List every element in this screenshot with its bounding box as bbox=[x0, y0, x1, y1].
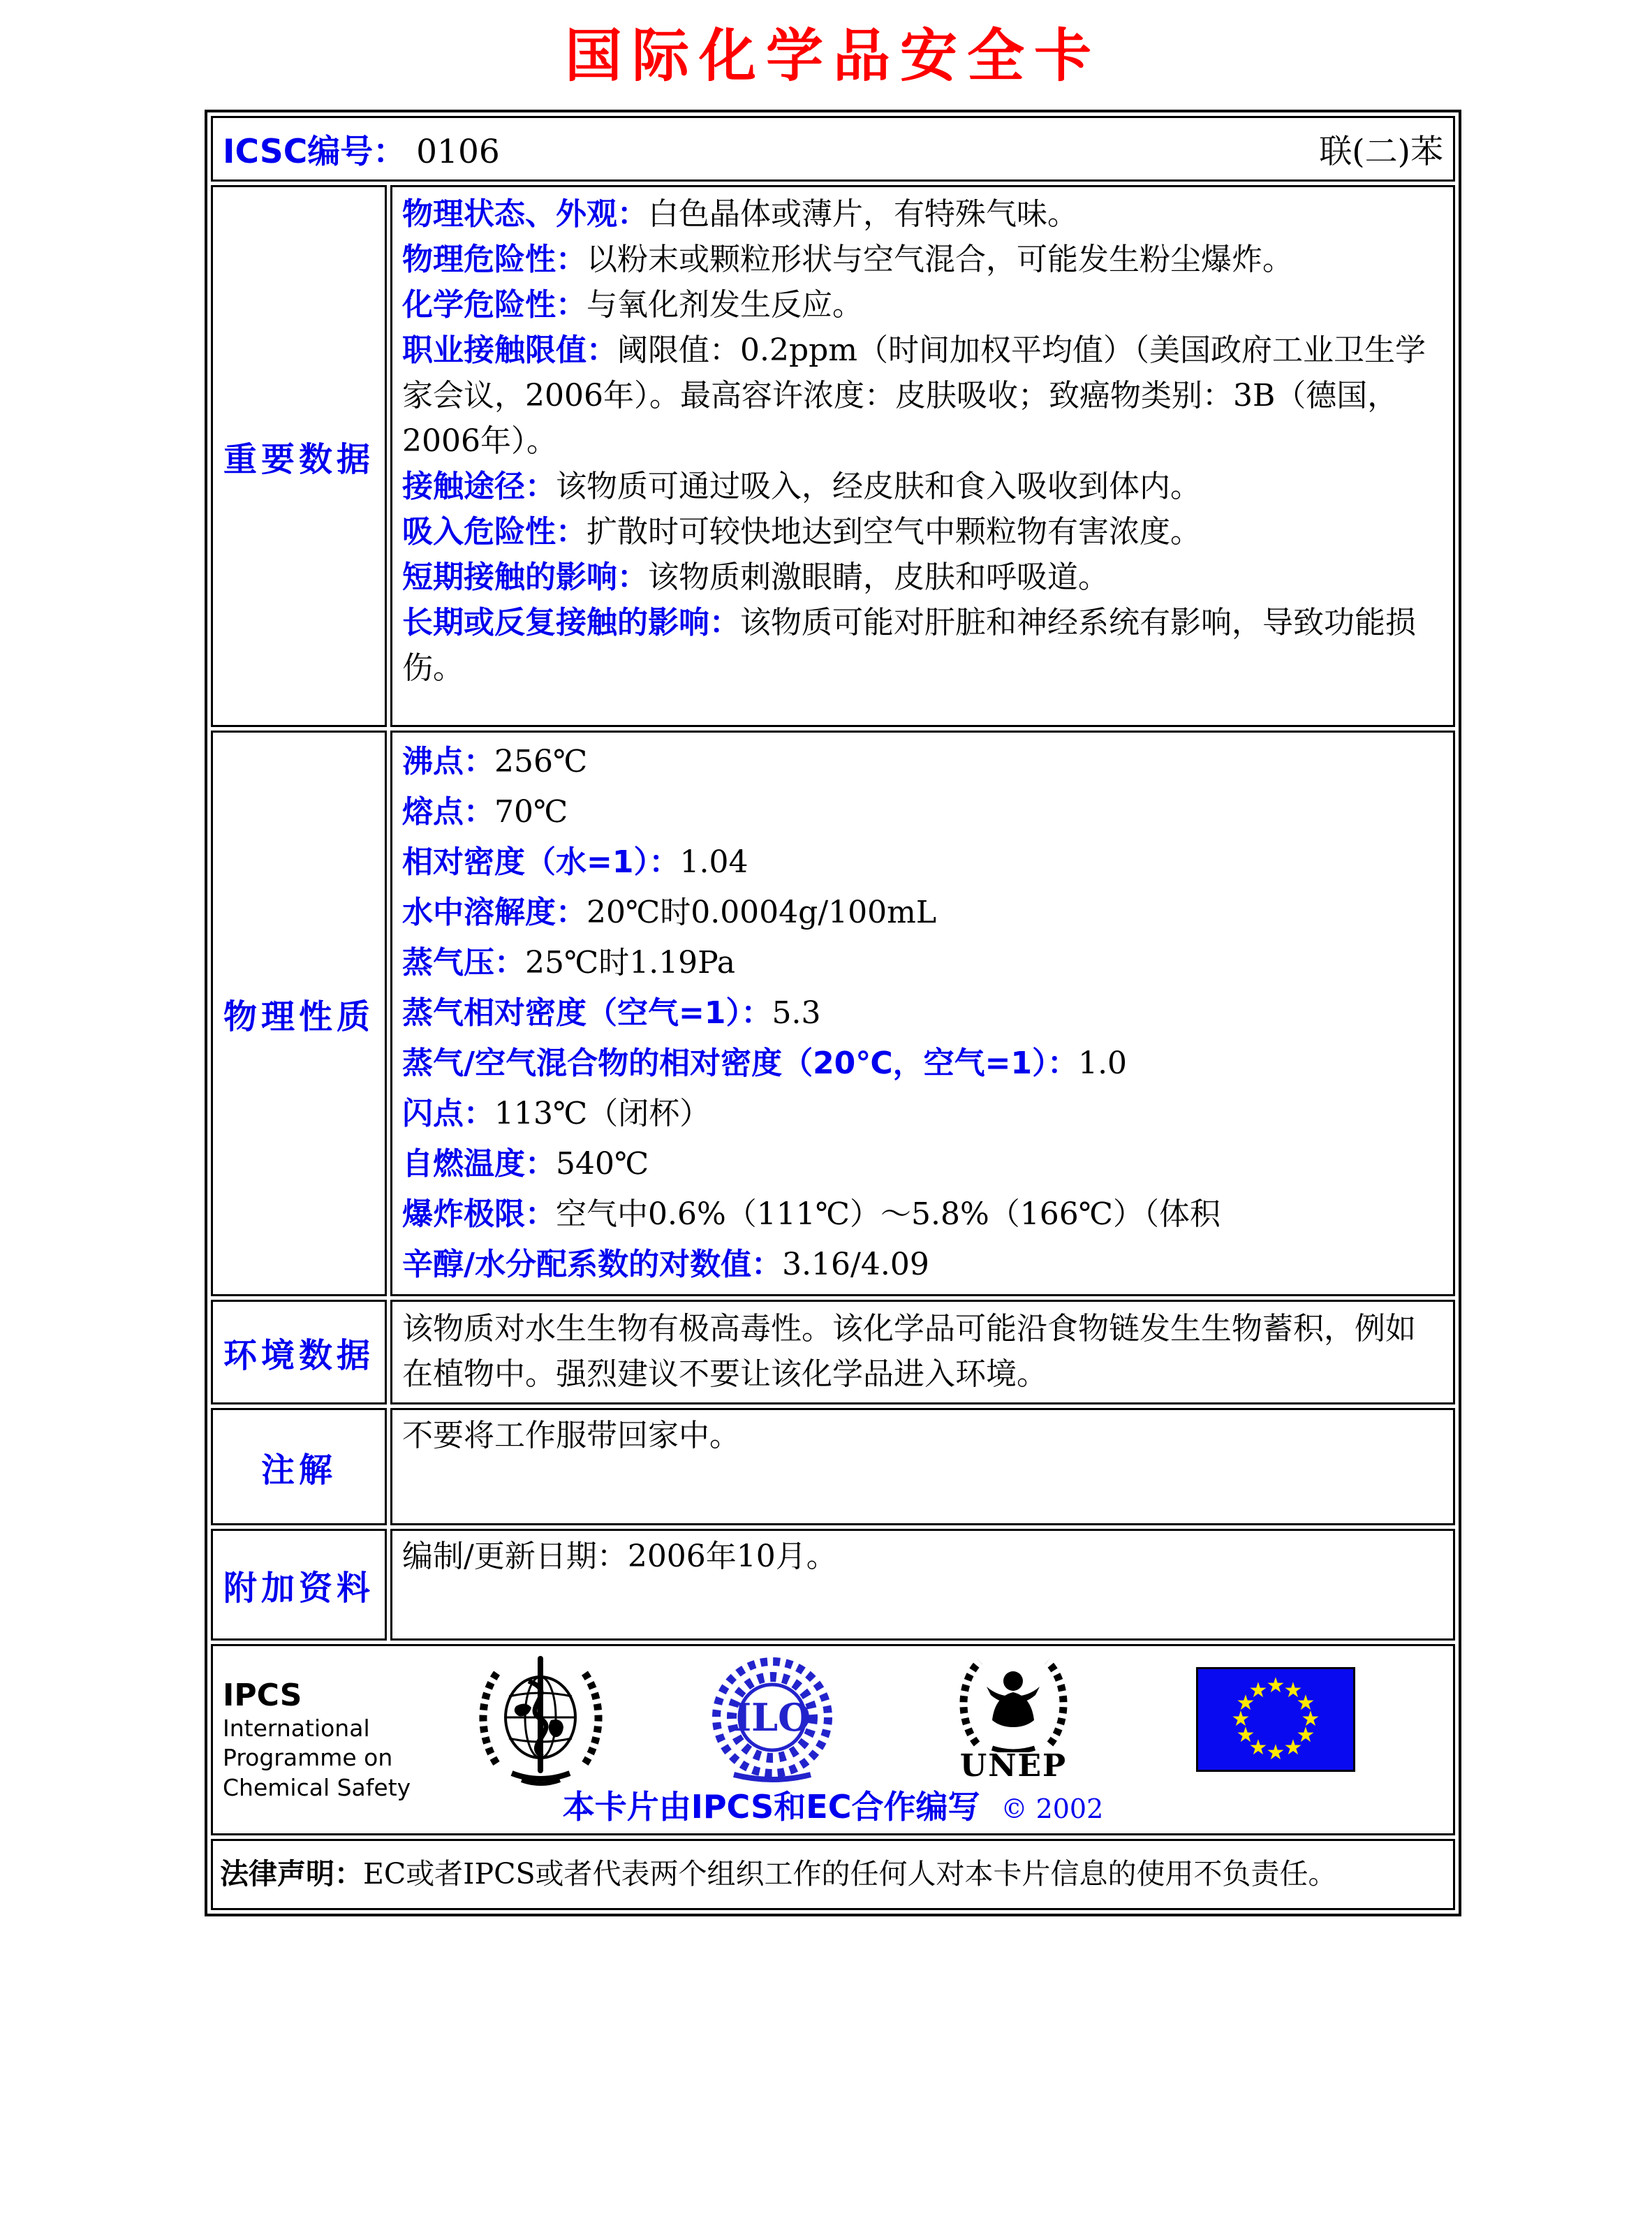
property-item: 相对密度（水=1）：1.04 bbox=[402, 844, 748, 880]
property-item: 沸点：256℃ bbox=[402, 744, 588, 779]
section-label-physical-properties: 物理性质 bbox=[211, 731, 387, 1296]
eu-star-icon: ★ bbox=[1301, 1707, 1320, 1731]
eu-star-icon: ★ bbox=[1231, 1707, 1251, 1731]
property-item: 水中溶解度：20℃时0.0004g/100mL bbox=[402, 895, 937, 930]
legal-cell bbox=[211, 1839, 1455, 1910]
section-row-environmental-data bbox=[211, 1300, 1455, 1404]
eu-flag-icon bbox=[1196, 1667, 1355, 1772]
section-row-physical-properties bbox=[211, 731, 1455, 1296]
data-item: 物理状态、外观：白色晶体或薄片，有特殊气味。 bbox=[402, 196, 1078, 232]
logos-row bbox=[211, 1644, 1455, 1835]
notes-text: 不要将工作服带回家中。 bbox=[402, 1418, 740, 1453]
legal-statement bbox=[220, 1856, 1446, 1893]
data-item: 化学危险性：与氧化剂发生反应。 bbox=[402, 287, 863, 323]
property-item: 闪点：113℃（闭杯） bbox=[402, 1096, 711, 1131]
section-label-environmental-data: 环境数据 bbox=[211, 1300, 387, 1404]
data-item: 接触途径：该物质可通过吸入，经皮肤和食入吸收到体内。 bbox=[402, 469, 1201, 504]
eu-star-icon: ★ bbox=[1236, 1723, 1255, 1747]
eu-star-icon: ★ bbox=[1283, 1678, 1303, 1703]
ipcs-subtitle-line: International bbox=[223, 1714, 370, 1742]
property-item: 熔点：70℃ bbox=[402, 794, 568, 830]
section-label-important-data: 重要数据 bbox=[211, 185, 387, 727]
ipcs-acronym: IPCS bbox=[223, 1678, 302, 1713]
icsc-card-table bbox=[205, 110, 1461, 1916]
section-content-important-data bbox=[390, 185, 1455, 727]
data-item: 短期接触的影响：该物质刺激眼睛，皮肤和呼吸道。 bbox=[402, 559, 1109, 595]
property-item: 辛醇/水分配系数的对数值：3.16/4.09 bbox=[402, 1247, 929, 1282]
section-label-notes: 注解 bbox=[211, 1408, 387, 1525]
section-label-additional-information: 附加资料 bbox=[211, 1529, 387, 1641]
ipcs-subtitle-line: Programme on bbox=[223, 1744, 393, 1772]
credit-text: 本卡片由IPCS和EC合作编写 bbox=[562, 1788, 980, 1826]
header-cell bbox=[211, 116, 1455, 182]
section-row-notes bbox=[211, 1408, 1455, 1525]
legal-statement-label: 法律声明： bbox=[220, 1857, 363, 1891]
property-item: 爆炸极限：空气中0.6%（111℃）～5.8%（166℃）（体积 bbox=[402, 1196, 1220, 1232]
eu-star-icon: ★ bbox=[1296, 1723, 1315, 1747]
data-item: 长期或反复接触的影响：该物质可能对肝脏和神经系统有影响，导致功能损伤。 bbox=[402, 605, 1416, 686]
copyright-text: © 2002 bbox=[1001, 1793, 1104, 1824]
credit-line bbox=[213, 1782, 1453, 1828]
icsc-number-value: 0106 bbox=[416, 132, 500, 171]
section-row-important-data bbox=[211, 185, 1455, 727]
environment-text: 该物质对水生生物有极高毒性。该化学品可能沿食物链发生生物蓄积，例如在植物中。强烈建议不要让该化学品进入环境。 bbox=[402, 1311, 1416, 1392]
ilo-emblem-icon bbox=[706, 1656, 839, 1791]
property-item: 自燃温度：540℃ bbox=[402, 1146, 649, 1182]
legal-row bbox=[211, 1839, 1455, 1910]
eu-star-icon: ★ bbox=[1266, 1673, 1285, 1698]
eu-star-icon: ★ bbox=[1296, 1691, 1315, 1715]
additional-information-text: 编制/更新日期：2006年10月。 bbox=[402, 1539, 837, 1574]
property-item: 蒸气压：25℃时1.19Pa bbox=[402, 945, 736, 981]
eu-star-icon: ★ bbox=[1248, 1678, 1268, 1703]
data-item: 吸入危险性：扩散时可较快地达到空气中颗粒物有害浓度。 bbox=[402, 514, 1201, 550]
page-title: 国际化学品安全卡 bbox=[564, 23, 1101, 89]
ipcs-subtitle-line: Chemical Safety bbox=[223, 1774, 411, 1802]
eu-star-icon: ★ bbox=[1236, 1691, 1255, 1715]
unep-logo-block bbox=[949, 1655, 1078, 1782]
chemical-name: 联(二)苯 bbox=[1319, 132, 1443, 171]
logos-cell bbox=[211, 1644, 1455, 1835]
header-row bbox=[211, 116, 1455, 182]
property-item: 蒸气/空气混合物的相对密度（20℃，空气=1）：1.0 bbox=[402, 1046, 1128, 1081]
who-emblem-icon bbox=[473, 1653, 609, 1796]
eu-star-icon: ★ bbox=[1248, 1736, 1268, 1760]
ilo-letters: ILO bbox=[733, 1695, 811, 1740]
eu-star-icon: ★ bbox=[1283, 1736, 1303, 1760]
data-item: 物理危险性：以粉末或颗粒形状与空气混合，可能发生粉尘爆炸。 bbox=[402, 242, 1293, 277]
section-content-additional-information bbox=[390, 1529, 1455, 1641]
unep-letters: UNEP bbox=[959, 1748, 1068, 1784]
section-row-additional-information bbox=[211, 1529, 1455, 1641]
section-content-environmental-data bbox=[390, 1300, 1455, 1404]
legal-statement-text: EC或者IPCS或者代表两个组织工作的任何人对本卡片信息的使用不负责任。 bbox=[363, 1857, 1337, 1891]
section-content-notes bbox=[390, 1408, 1455, 1525]
icsc-number-label: ICSC编号： bbox=[223, 132, 406, 171]
eu-star-icon: ★ bbox=[1266, 1740, 1285, 1765]
icsc-number-group bbox=[223, 126, 500, 173]
property-item: 蒸气相对密度（空气=1）：5.3 bbox=[402, 995, 821, 1031]
data-item: 职业接触限值：阈限值：0.2ppm（时间加权平均值）（美国政府工业卫生学家会议，2006年）。最高容许浓度：皮肤吸收；致癌物类别：3B（德国，2006年）。 bbox=[402, 332, 1426, 459]
section-content-physical-properties bbox=[390, 731, 1455, 1296]
